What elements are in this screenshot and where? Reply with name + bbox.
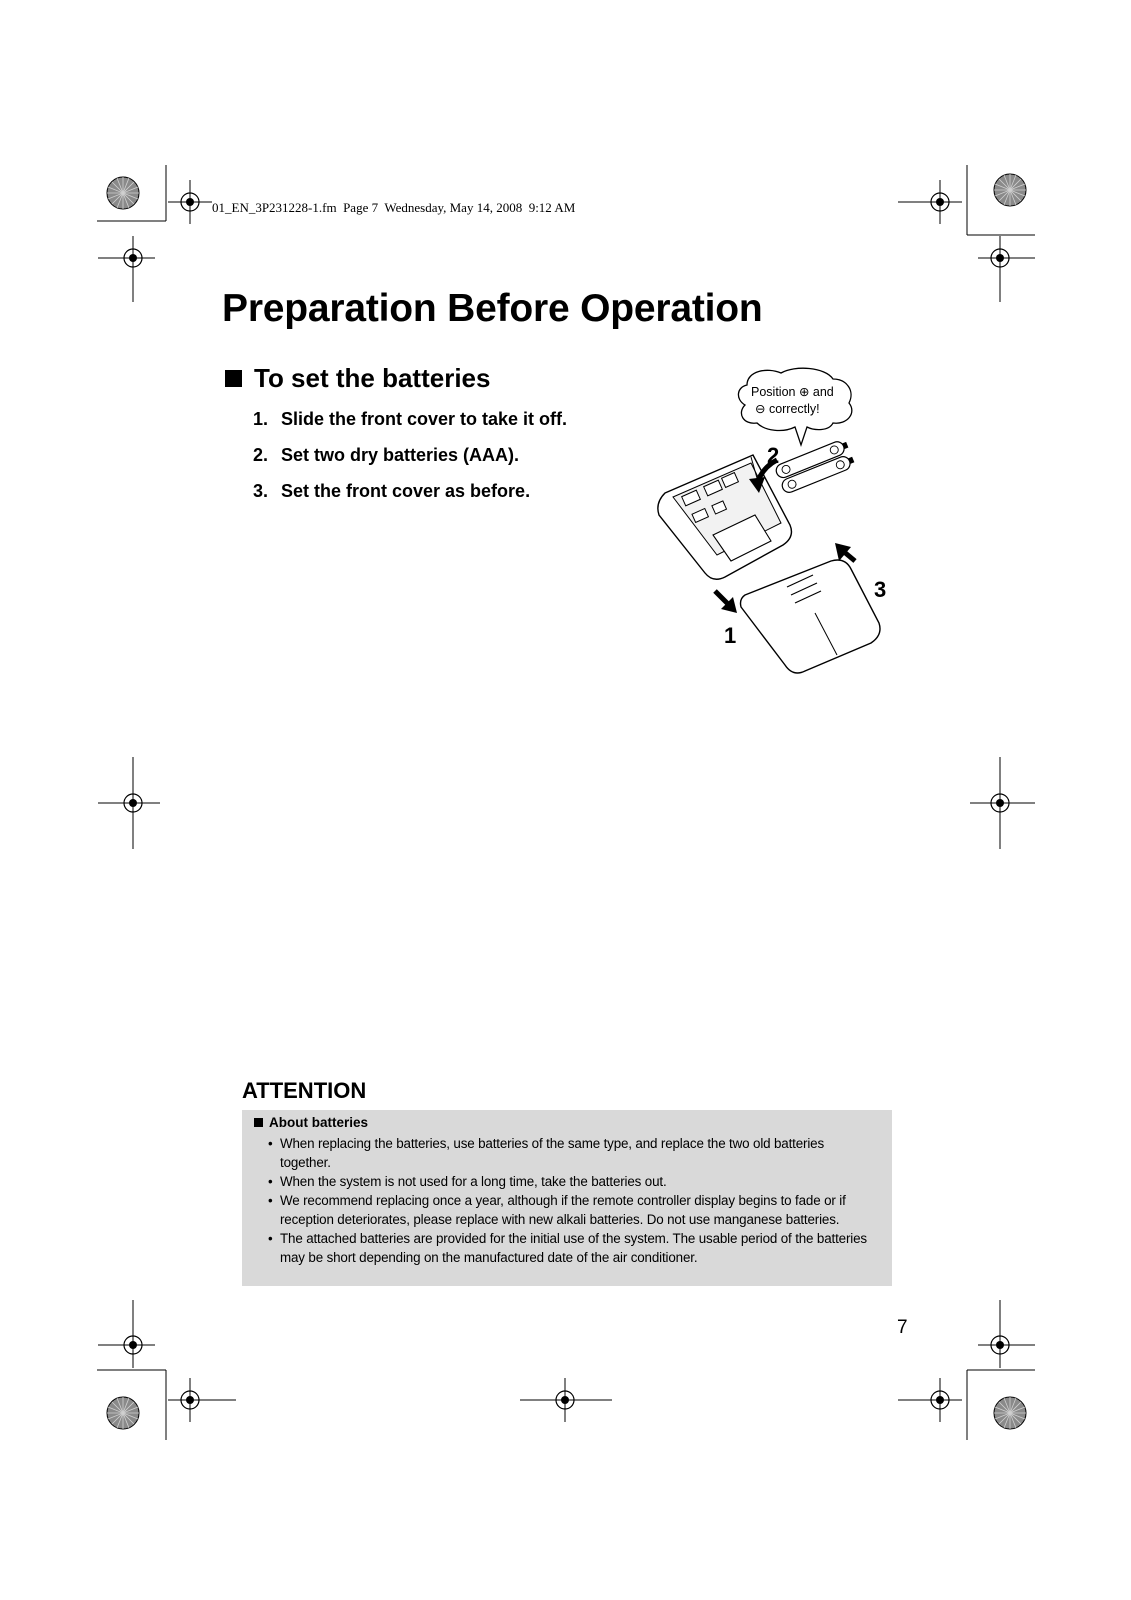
file-header-line: 01_EN_3P231228-1.fm Page 7 Wednesday, May 14, 2008 9:12 AM xyxy=(212,200,576,215)
attention-title: ATTENTION xyxy=(242,1078,367,1103)
front-cover xyxy=(741,560,881,673)
attention-item-text: We recommend replacing once a year, although if the remote controller display begins to fade or if reception deteriorates, please replace with new alkali batteries. Do not use manganese batteries. xyxy=(280,1193,846,1227)
step-text: Set the front cover as before. xyxy=(281,481,531,501)
attention-heading xyxy=(254,1115,368,1130)
section-heading-text: To set the batteries xyxy=(254,363,491,393)
steps-list xyxy=(253,409,567,517)
step-item xyxy=(253,445,567,481)
figure-label-3: 3 xyxy=(874,577,887,602)
step-number: 2. xyxy=(253,445,269,465)
battery-icon xyxy=(774,438,856,494)
square-bullet-icon xyxy=(225,370,242,387)
attention-item-text: When replacing the batteries, use batteries of the same type, and replace the two old batteries together. xyxy=(280,1136,825,1170)
step-text: Slide the front cover to take it off. xyxy=(281,409,568,429)
figure-label-1: 1 xyxy=(724,623,737,648)
attention-item xyxy=(268,1191,878,1229)
step-number: 3. xyxy=(253,481,269,501)
page-title: Preparation Before Operation xyxy=(222,287,763,330)
battery-illustration xyxy=(655,365,905,695)
arrow-1-icon xyxy=(715,591,729,605)
attention-heading-text: About batteries xyxy=(269,1115,369,1130)
step-item xyxy=(253,409,567,445)
bullet-icon: • xyxy=(268,1174,273,1189)
step-number: 1. xyxy=(253,409,269,429)
bubble-text-line-1: Position ⊕ and xyxy=(751,385,834,399)
attention-box xyxy=(242,1110,892,1286)
step-text: Set two dry batteries (AAA). xyxy=(281,445,520,465)
bullet-icon: • xyxy=(268,1136,273,1151)
attention-item xyxy=(268,1229,878,1267)
attention-list xyxy=(268,1134,878,1267)
attention-item xyxy=(268,1172,878,1191)
figure-label-2: 2 xyxy=(767,443,780,468)
attention-item xyxy=(268,1134,878,1172)
page-number: 7 xyxy=(897,1317,908,1338)
step-item xyxy=(253,481,567,517)
bullet-icon: • xyxy=(268,1231,273,1246)
attention-item-text: When the system is not used for a long time, take the batteries out. xyxy=(280,1174,667,1189)
square-bullet-icon xyxy=(254,1118,263,1127)
bubble-text-line-2: ⊖ correctly! xyxy=(755,402,820,416)
bullet-icon: • xyxy=(268,1193,273,1208)
attention-item-text: The attached batteries are provided for the initial use of the system. The usable period of the batteries may be short depending on the manufactured date of the air conditioner. xyxy=(280,1231,867,1265)
section-heading xyxy=(225,363,490,394)
